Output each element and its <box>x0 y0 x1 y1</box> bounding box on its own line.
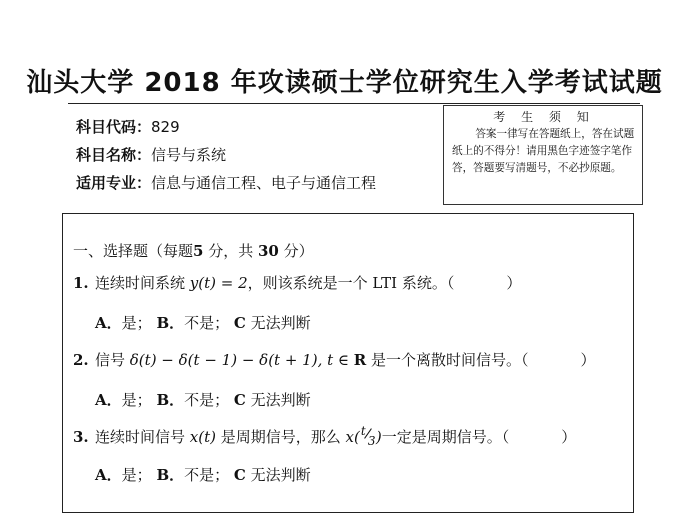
option-a-text: 是； <box>121 391 152 409</box>
question-math: x(t) <box>189 428 216 446</box>
question-text: 一定是周期信号。（ <box>381 428 510 446</box>
title-underline <box>68 103 640 104</box>
question-2 <box>73 349 596 370</box>
option-b-label: B． <box>156 466 185 484</box>
question-math-set: R <box>353 351 367 369</box>
subject-code-value: 829 <box>151 118 180 136</box>
section-heading-suffix: 分） <box>278 242 314 260</box>
candidate-notice-box <box>443 105 643 205</box>
notice-title: 考 生 须 知 <box>493 110 595 124</box>
subject-name-label: 科目名称： <box>76 146 152 164</box>
exam-title: 汕头大学 2018 年攻读硕士学位研究生入学考试试题 <box>26 68 663 98</box>
section-score-total: 30 <box>258 242 279 260</box>
question-text: 信号 <box>95 351 130 369</box>
question-number: 3. <box>73 428 89 446</box>
major-value: 信息与通信工程、电子与通信工程 <box>151 174 377 192</box>
option-a-label: A． <box>95 314 122 332</box>
section-heading-prefix: 一、选择题（每题 <box>73 242 194 260</box>
subject-code-row <box>76 113 376 141</box>
option-c-label: C <box>233 466 246 484</box>
section-heading <box>73 240 314 261</box>
option-b-label: B． <box>156 314 185 332</box>
section-score-each: 5 <box>193 242 204 260</box>
close-paren: ） <box>506 274 522 292</box>
subject-code-label: 科目代码： <box>76 118 152 136</box>
question-math: ) <box>375 428 382 446</box>
question-math: y(t) = 2 <box>189 274 248 292</box>
option-a-text: 是； <box>121 466 152 484</box>
question-box <box>62 213 634 513</box>
option-b-text: 不是； <box>184 466 230 484</box>
question-2-options <box>95 389 311 410</box>
notice-body: 答案一律写在答题纸上，答在试题纸上的不得分！请用黑色字迹签字笔作答，答题要写清题号，不必抄原题。 <box>452 128 635 174</box>
question-text: 是一个离散时间信号。（ <box>366 351 529 369</box>
question-number: 2. <box>73 351 89 369</box>
question-1 <box>73 272 521 293</box>
subject-name-value: 信号与系统 <box>151 146 227 164</box>
option-a-label: A． <box>95 466 122 484</box>
fraction-numerator: t <box>360 424 366 438</box>
question-text: 是周期信号，那么 <box>215 428 346 446</box>
option-c-text: 无法判断 <box>245 391 311 409</box>
option-b-text: 不是； <box>184 391 230 409</box>
option-c-label: C <box>233 391 246 409</box>
close-paren: ） <box>561 428 577 446</box>
question-3 <box>73 426 576 447</box>
major-label: 适用专业： <box>76 174 152 192</box>
question-math: x( <box>345 428 360 446</box>
major-row <box>76 169 376 197</box>
close-paren: ） <box>580 351 596 369</box>
fraction-t-over-3 <box>360 424 376 448</box>
question-text: 连续时间信号 <box>95 428 190 446</box>
question-text: ，则该系统是一个 LTI 系统。（ <box>247 274 455 292</box>
question-1-options <box>95 312 311 333</box>
option-c-label: C <box>233 314 246 332</box>
section-heading-mid: 分，共 <box>203 242 258 260</box>
subject-name-row <box>76 141 376 169</box>
option-c-text: 无法判断 <box>245 466 311 484</box>
option-c-text: 无法判断 <box>245 314 311 332</box>
question-3-options <box>95 464 311 485</box>
fraction-denominator: 3 <box>367 434 376 448</box>
option-a-label: A． <box>95 391 122 409</box>
option-b-label: B． <box>156 391 185 409</box>
question-math: δ(t) − δ(t − 1) − δ(t + 1), t ∈ <box>129 351 354 369</box>
option-b-text: 不是； <box>184 314 230 332</box>
question-number: 1. <box>73 274 89 292</box>
exam-info <box>76 113 376 197</box>
option-a-text: 是； <box>121 314 152 332</box>
question-text: 连续时间系统 <box>95 274 190 292</box>
